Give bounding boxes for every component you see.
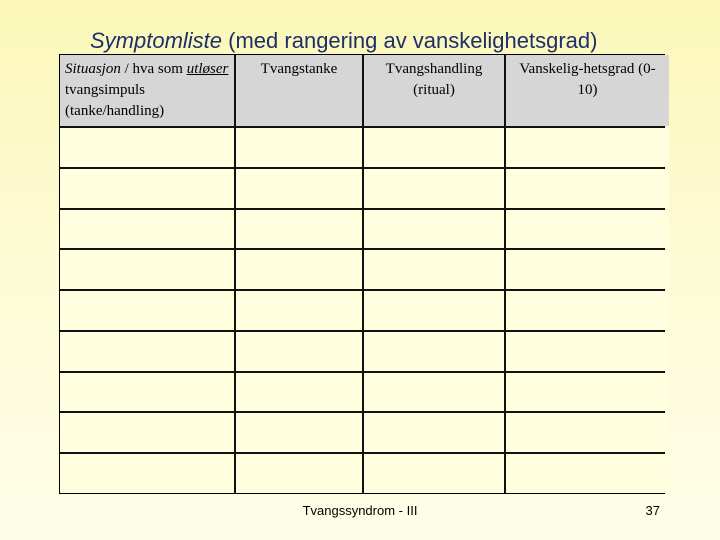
table-cell[interactable] <box>506 373 669 412</box>
table-cell[interactable] <box>364 210 504 249</box>
table-cell[interactable] <box>506 250 669 289</box>
table-cell[interactable] <box>60 128 234 167</box>
table-cell[interactable] <box>364 373 504 412</box>
table-cell[interactable] <box>236 291 362 330</box>
table-cell[interactable] <box>236 210 362 249</box>
header-situation-italic: Situasjon <box>65 61 121 77</box>
table-cell[interactable] <box>364 454 504 493</box>
header-situation-text1: / hva som <box>120 61 187 77</box>
slide-title-emphasis: Symptomliste <box>90 28 223 53</box>
table-cell[interactable] <box>236 250 362 289</box>
slide-title-rest: (med rangering av vanskelighetsgrad) <box>222 28 598 53</box>
header-situation <box>60 55 234 126</box>
table-cell[interactable] <box>364 169 504 208</box>
table-cell[interactable] <box>60 291 234 330</box>
table-cell[interactable] <box>236 373 362 412</box>
table-cell[interactable] <box>236 454 362 493</box>
table-cell[interactable] <box>364 128 504 167</box>
table-cell[interactable] <box>236 332 362 371</box>
header-compulsive-action: Tvangshandling (ritual) <box>364 55 504 126</box>
table-cell[interactable] <box>236 413 362 452</box>
table-cell[interactable] <box>506 332 669 371</box>
table-cell[interactable] <box>506 454 669 493</box>
table-cell[interactable] <box>60 210 234 249</box>
table-cell[interactable] <box>60 332 234 371</box>
header-compulsive-thought: Tvangstanke <box>236 55 362 126</box>
table-cell[interactable] <box>364 291 504 330</box>
header-difficulty: Vanskelig-hetsgrad (0-10) <box>506 55 669 126</box>
table-cell[interactable] <box>506 210 669 249</box>
table-cell[interactable] <box>60 373 234 412</box>
table-cell[interactable] <box>364 250 504 289</box>
symptom-table <box>59 54 665 494</box>
table-cell[interactable] <box>236 128 362 167</box>
table-cell[interactable] <box>506 169 669 208</box>
table-cell[interactable] <box>506 413 669 452</box>
table-cell[interactable] <box>60 454 234 493</box>
header-situation-text2: tvangsimpuls (tanke/handling) <box>65 82 165 119</box>
table-cell[interactable] <box>60 169 234 208</box>
table-cell[interactable] <box>506 291 669 330</box>
table-cell[interactable] <box>506 128 669 167</box>
table-cell[interactable] <box>364 413 504 452</box>
slide-title <box>90 28 690 54</box>
table-cell[interactable] <box>60 250 234 289</box>
header-situation-underlined: utløser <box>186 61 229 77</box>
table-cell[interactable] <box>60 413 234 452</box>
page-number: 37 <box>645 503 660 518</box>
table-cell[interactable] <box>364 332 504 371</box>
table-cell[interactable] <box>236 169 362 208</box>
footer-text: Tvangssyndrom - III <box>302 503 418 518</box>
